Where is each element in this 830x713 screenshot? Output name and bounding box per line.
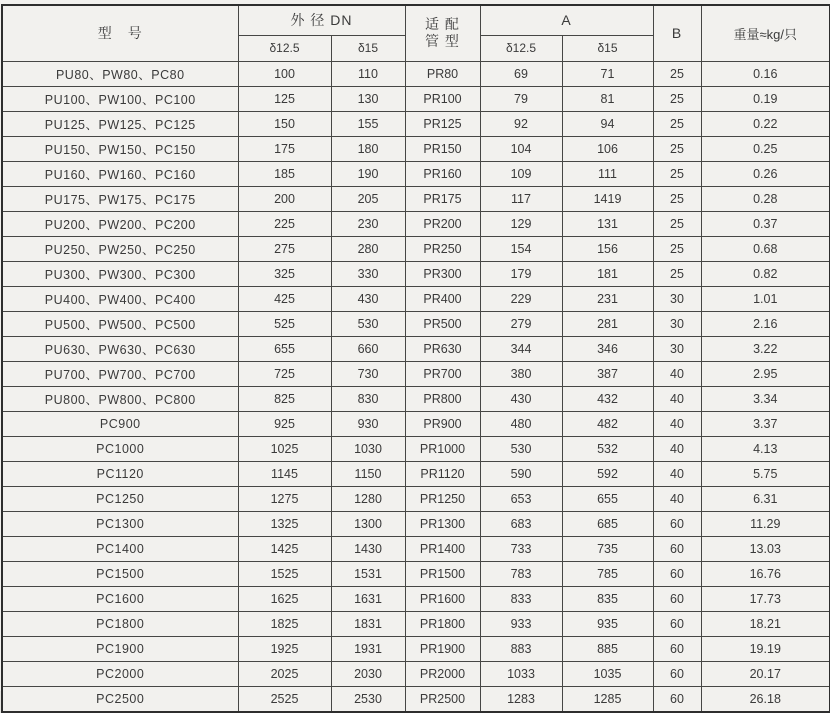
cell-dn-d12-5: 1525 xyxy=(238,561,331,586)
cell-a-d12-5: 733 xyxy=(480,536,562,561)
cell-dn-d15: 930 xyxy=(331,411,405,436)
cell-dn-d15: 730 xyxy=(331,361,405,386)
cell-pipe-type: PR100 xyxy=(405,86,480,111)
cell-pipe-type: PR1600 xyxy=(405,586,480,611)
cell-dn-d15: 1280 xyxy=(331,486,405,511)
cell-a-d12-5: 279 xyxy=(480,311,562,336)
cell-a-d15: 281 xyxy=(562,311,653,336)
cell-a-d12-5: 683 xyxy=(480,511,562,536)
cell-model: PU500、PW500、PC500 xyxy=(2,311,238,336)
cell-a-d12-5: 92 xyxy=(480,111,562,136)
header-dn-delta-15: δ15 xyxy=(331,35,405,61)
cell-a-d15: 181 xyxy=(562,261,653,286)
cell-pipe-type: PR2000 xyxy=(405,661,480,686)
cell-a-d12-5: 653 xyxy=(480,486,562,511)
cell-b: 60 xyxy=(653,586,701,611)
cell-a-d15: 685 xyxy=(562,511,653,536)
cell-a-d15: 885 xyxy=(562,636,653,661)
cell-b: 25 xyxy=(653,61,701,86)
table-row xyxy=(2,161,830,186)
cell-pipe-type: PR400 xyxy=(405,286,480,311)
cell-a-d12-5: 480 xyxy=(480,411,562,436)
table-row xyxy=(2,461,830,486)
cell-b: 40 xyxy=(653,436,701,461)
cell-dn-d12-5: 2525 xyxy=(238,686,331,712)
cell-dn-d15: 190 xyxy=(331,161,405,186)
cell-weight: 11.29 xyxy=(701,511,830,536)
cell-model: PC1600 xyxy=(2,586,238,611)
cell-pipe-type: PR1300 xyxy=(405,511,480,536)
cell-a-d12-5: 380 xyxy=(480,361,562,386)
cell-b: 60 xyxy=(653,536,701,561)
cell-weight: 0.26 xyxy=(701,161,830,186)
cell-model: PU630、PW630、PC630 xyxy=(2,336,238,361)
cell-a-d12-5: 344 xyxy=(480,336,562,361)
cell-weight: 0.25 xyxy=(701,136,830,161)
cell-a-d15: 111 xyxy=(562,161,653,186)
cell-a-d15: 346 xyxy=(562,336,653,361)
cell-a-d15: 156 xyxy=(562,236,653,261)
cell-a-d15: 1285 xyxy=(562,686,653,712)
cell-a-d15: 532 xyxy=(562,436,653,461)
cell-model: PC1120 xyxy=(2,461,238,486)
table-row xyxy=(2,661,830,686)
cell-dn-d12-5: 1025 xyxy=(238,436,331,461)
cell-model: PU300、PW300、PC300 xyxy=(2,261,238,286)
cell-pipe-type: PR80 xyxy=(405,61,480,86)
header-b: B xyxy=(653,5,701,61)
cell-pipe-type: PR175 xyxy=(405,186,480,211)
cell-b: 25 xyxy=(653,186,701,211)
cell-a-d12-5: 154 xyxy=(480,236,562,261)
table-row xyxy=(2,561,830,586)
cell-dn-d15: 1430 xyxy=(331,536,405,561)
cell-pipe-type: PR150 xyxy=(405,136,480,161)
cell-pipe-type: PR125 xyxy=(405,111,480,136)
cell-weight: 0.68 xyxy=(701,236,830,261)
table-row xyxy=(2,186,830,211)
cell-dn-d12-5: 655 xyxy=(238,336,331,361)
cell-weight: 3.34 xyxy=(701,386,830,411)
cell-model: PU800、PW800、PC800 xyxy=(2,386,238,411)
cell-dn-d15: 1631 xyxy=(331,586,405,611)
cell-pipe-type: PR900 xyxy=(405,411,480,436)
cell-a-d12-5: 530 xyxy=(480,436,562,461)
cell-a-d12-5: 1033 xyxy=(480,661,562,686)
cell-weight: 3.22 xyxy=(701,336,830,361)
cell-a-d15: 735 xyxy=(562,536,653,561)
cell-dn-d15: 2530 xyxy=(331,686,405,712)
cell-pipe-type: PR500 xyxy=(405,311,480,336)
cell-weight: 0.28 xyxy=(701,186,830,211)
cell-dn-d15: 830 xyxy=(331,386,405,411)
pipe-spec-table xyxy=(1,4,830,713)
table-row xyxy=(2,86,830,111)
cell-dn-d12-5: 1325 xyxy=(238,511,331,536)
cell-model: PU175、PW175、PC175 xyxy=(2,186,238,211)
cell-pipe-type: PR1250 xyxy=(405,486,480,511)
cell-dn-d12-5: 200 xyxy=(238,186,331,211)
cell-b: 60 xyxy=(653,511,701,536)
cell-b: 25 xyxy=(653,236,701,261)
cell-weight: 0.19 xyxy=(701,86,830,111)
cell-pipe-type: PR1900 xyxy=(405,636,480,661)
cell-model: PU80、PW80、PC80 xyxy=(2,61,238,86)
cell-dn-d15: 530 xyxy=(331,311,405,336)
table-row xyxy=(2,686,830,712)
cell-a-d12-5: 783 xyxy=(480,561,562,586)
cell-a-d15: 432 xyxy=(562,386,653,411)
cell-b: 40 xyxy=(653,361,701,386)
cell-pipe-type: PR1800 xyxy=(405,611,480,636)
cell-dn-d12-5: 825 xyxy=(238,386,331,411)
cell-dn-d12-5: 1825 xyxy=(238,611,331,636)
table-row xyxy=(2,111,830,136)
cell-dn-d15: 180 xyxy=(331,136,405,161)
cell-dn-d15: 1831 xyxy=(331,611,405,636)
table-row xyxy=(2,636,830,661)
cell-b: 60 xyxy=(653,611,701,636)
cell-a-d15: 785 xyxy=(562,561,653,586)
cell-a-d15: 81 xyxy=(562,86,653,111)
cell-dn-d12-5: 725 xyxy=(238,361,331,386)
cell-pipe-type: PR800 xyxy=(405,386,480,411)
cell-a-d15: 592 xyxy=(562,461,653,486)
cell-weight: 0.16 xyxy=(701,61,830,86)
table-row xyxy=(2,586,830,611)
table-row xyxy=(2,386,830,411)
table-row xyxy=(2,136,830,161)
cell-weight: 3.37 xyxy=(701,411,830,436)
cell-a-d15: 131 xyxy=(562,211,653,236)
cell-model: PC2000 xyxy=(2,661,238,686)
cell-dn-d15: 110 xyxy=(331,61,405,86)
cell-weight: 17.73 xyxy=(701,586,830,611)
cell-a-d12-5: 1283 xyxy=(480,686,562,712)
cell-a-d15: 387 xyxy=(562,361,653,386)
header-dn-delta-12-5: δ12.5 xyxy=(238,35,331,61)
cell-b: 30 xyxy=(653,286,701,311)
cell-weight: 16.76 xyxy=(701,561,830,586)
cell-model: PU200、PW200、PC200 xyxy=(2,211,238,236)
cell-dn-d15: 430 xyxy=(331,286,405,311)
table-row xyxy=(2,611,830,636)
cell-dn-d12-5: 1425 xyxy=(238,536,331,561)
cell-b: 60 xyxy=(653,686,701,712)
table-row xyxy=(2,436,830,461)
cell-dn-d12-5: 525 xyxy=(238,311,331,336)
table-header xyxy=(2,5,830,61)
cell-weight: 2.95 xyxy=(701,361,830,386)
header-weight: 重量≈kg/只 xyxy=(701,5,830,61)
table-row xyxy=(2,361,830,386)
cell-a-d12-5: 104 xyxy=(480,136,562,161)
cell-weight: 0.37 xyxy=(701,211,830,236)
header-pipe-type xyxy=(405,5,480,61)
cell-model: PU400、PW400、PC400 xyxy=(2,286,238,311)
cell-model: PU150、PW150、PC150 xyxy=(2,136,238,161)
cell-pipe-type: PR250 xyxy=(405,236,480,261)
cell-dn-d12-5: 1925 xyxy=(238,636,331,661)
cell-model: PC1800 xyxy=(2,611,238,636)
header-a-delta-15: δ15 xyxy=(562,35,653,61)
cell-pipe-type: PR700 xyxy=(405,361,480,386)
cell-model: PC1500 xyxy=(2,561,238,586)
table-row xyxy=(2,61,830,86)
cell-model: PU160、PW160、PC160 xyxy=(2,161,238,186)
cell-a-d15: 71 xyxy=(562,61,653,86)
cell-b: 60 xyxy=(653,636,701,661)
cell-model: PC2500 xyxy=(2,686,238,712)
cell-weight: 1.01 xyxy=(701,286,830,311)
cell-dn-d12-5: 1275 xyxy=(238,486,331,511)
cell-a-d15: 231 xyxy=(562,286,653,311)
cell-dn-d12-5: 1625 xyxy=(238,586,331,611)
cell-b: 30 xyxy=(653,336,701,361)
table-row xyxy=(2,486,830,511)
cell-dn-d12-5: 225 xyxy=(238,211,331,236)
cell-dn-d15: 130 xyxy=(331,86,405,111)
cell-a-d12-5: 933 xyxy=(480,611,562,636)
cell-dn-d12-5: 925 xyxy=(238,411,331,436)
cell-dn-d15: 2030 xyxy=(331,661,405,686)
cell-pipe-type: PR630 xyxy=(405,336,480,361)
cell-b: 25 xyxy=(653,211,701,236)
table-body xyxy=(2,61,830,712)
cell-pipe-type: PR1120 xyxy=(405,461,480,486)
cell-pipe-type: PR1000 xyxy=(405,436,480,461)
cell-dn-d15: 1030 xyxy=(331,436,405,461)
cell-a-d15: 1035 xyxy=(562,661,653,686)
cell-dn-d15: 1931 xyxy=(331,636,405,661)
cell-model: PC1000 xyxy=(2,436,238,461)
table-row xyxy=(2,211,830,236)
cell-weight: 18.21 xyxy=(701,611,830,636)
cell-a-d15: 935 xyxy=(562,611,653,636)
cell-dn-d15: 1300 xyxy=(331,511,405,536)
cell-a-d12-5: 79 xyxy=(480,86,562,111)
header-pipe-type-line2: 管 型 xyxy=(425,33,460,50)
cell-weight: 4.13 xyxy=(701,436,830,461)
cell-pipe-type: PR160 xyxy=(405,161,480,186)
cell-a-d15: 835 xyxy=(562,586,653,611)
cell-dn-d15: 230 xyxy=(331,211,405,236)
cell-b: 40 xyxy=(653,486,701,511)
cell-weight: 13.03 xyxy=(701,536,830,561)
cell-b: 40 xyxy=(653,461,701,486)
cell-weight: 6.31 xyxy=(701,486,830,511)
cell-model: PU250、PW250、PC250 xyxy=(2,236,238,261)
cell-b: 40 xyxy=(653,386,701,411)
cell-a-d12-5: 69 xyxy=(480,61,562,86)
cell-pipe-type: PR2500 xyxy=(405,686,480,712)
cell-a-d15: 482 xyxy=(562,411,653,436)
cell-a-d12-5: 129 xyxy=(480,211,562,236)
cell-weight: 0.82 xyxy=(701,261,830,286)
table-row xyxy=(2,236,830,261)
table-row xyxy=(2,411,830,436)
cell-model: PU125、PW125、PC125 xyxy=(2,111,238,136)
cell-dn-d12-5: 100 xyxy=(238,61,331,86)
cell-dn-d15: 1150 xyxy=(331,461,405,486)
cell-b: 25 xyxy=(653,161,701,186)
cell-a-d12-5: 117 xyxy=(480,186,562,211)
cell-pipe-type: PR300 xyxy=(405,261,480,286)
cell-b: 25 xyxy=(653,111,701,136)
table-row xyxy=(2,311,830,336)
cell-b: 60 xyxy=(653,661,701,686)
cell-weight: 26.18 xyxy=(701,686,830,712)
cell-dn-d12-5: 275 xyxy=(238,236,331,261)
cell-weight: 20.17 xyxy=(701,661,830,686)
cell-a-d12-5: 883 xyxy=(480,636,562,661)
cell-b: 40 xyxy=(653,411,701,436)
cell-a-d15: 655 xyxy=(562,486,653,511)
cell-a-d15: 106 xyxy=(562,136,653,161)
table-row xyxy=(2,511,830,536)
cell-weight: 0.22 xyxy=(701,111,830,136)
cell-dn-d12-5: 325 xyxy=(238,261,331,286)
cell-model: PC1900 xyxy=(2,636,238,661)
table-row xyxy=(2,536,830,561)
cell-weight: 19.19 xyxy=(701,636,830,661)
cell-dn-d15: 205 xyxy=(331,186,405,211)
cell-b: 25 xyxy=(653,136,701,161)
cell-b: 25 xyxy=(653,261,701,286)
cell-dn-d15: 660 xyxy=(331,336,405,361)
cell-weight: 5.75 xyxy=(701,461,830,486)
table-row xyxy=(2,286,830,311)
header-outer-diameter: 外 径 DN xyxy=(238,5,405,35)
table-row xyxy=(2,261,830,286)
cell-a-d12-5: 179 xyxy=(480,261,562,286)
cell-dn-d12-5: 425 xyxy=(238,286,331,311)
cell-dn-d12-5: 2025 xyxy=(238,661,331,686)
cell-a-d12-5: 833 xyxy=(480,586,562,611)
cell-model: PC900 xyxy=(2,411,238,436)
cell-dn-d15: 1531 xyxy=(331,561,405,586)
cell-b: 30 xyxy=(653,311,701,336)
cell-a-d12-5: 430 xyxy=(480,386,562,411)
header-model: 型 号 xyxy=(2,5,238,61)
cell-dn-d12-5: 175 xyxy=(238,136,331,161)
cell-model: PU100、PW100、PC100 xyxy=(2,86,238,111)
cell-pipe-type: PR200 xyxy=(405,211,480,236)
cell-dn-d12-5: 1145 xyxy=(238,461,331,486)
cell-pipe-type: PR1400 xyxy=(405,536,480,561)
table-row xyxy=(2,336,830,361)
cell-weight: 2.16 xyxy=(701,311,830,336)
cell-dn-d15: 330 xyxy=(331,261,405,286)
cell-model: PC1400 xyxy=(2,536,238,561)
cell-model: PC1300 xyxy=(2,511,238,536)
cell-a-d15: 94 xyxy=(562,111,653,136)
cell-pipe-type: PR1500 xyxy=(405,561,480,586)
header-pipe-type-line1: 适 配 xyxy=(425,15,460,32)
cell-dn-d12-5: 125 xyxy=(238,86,331,111)
cell-a-d15: 1419 xyxy=(562,186,653,211)
cell-model: PC1250 xyxy=(2,486,238,511)
cell-model: PU700、PW700、PC700 xyxy=(2,361,238,386)
header-a-delta-12-5: δ12.5 xyxy=(480,35,562,61)
cell-a-d12-5: 109 xyxy=(480,161,562,186)
cell-dn-d12-5: 185 xyxy=(238,161,331,186)
cell-a-d12-5: 229 xyxy=(480,286,562,311)
cell-a-d12-5: 590 xyxy=(480,461,562,486)
cell-dn-d15: 155 xyxy=(331,111,405,136)
cell-b: 25 xyxy=(653,86,701,111)
cell-dn-d12-5: 150 xyxy=(238,111,331,136)
header-a: A xyxy=(480,5,653,35)
cell-b: 60 xyxy=(653,561,701,586)
cell-dn-d15: 280 xyxy=(331,236,405,261)
